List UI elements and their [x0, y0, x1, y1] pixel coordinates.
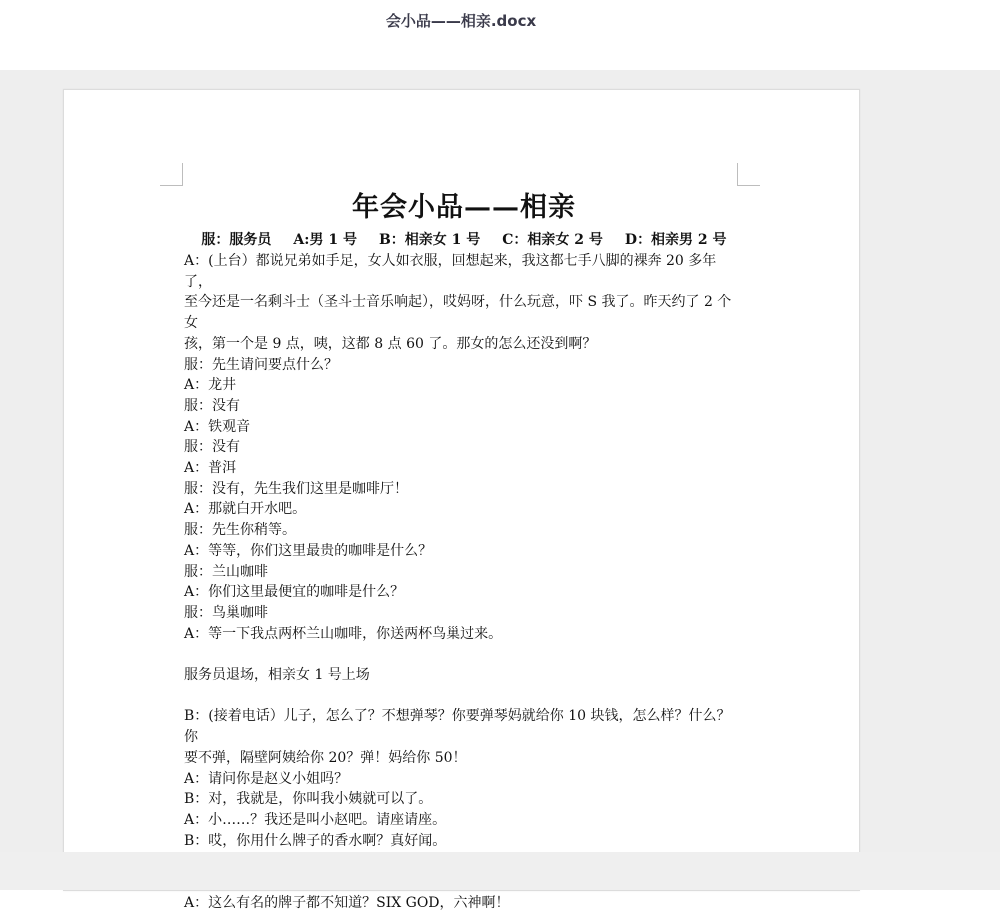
status-bar	[0, 852, 1000, 890]
script-line: 服：先生你稍等。	[184, 522, 296, 539]
document-page[interactable]	[63, 89, 860, 911]
document-workspace[interactable]	[0, 70, 1000, 911]
cast-role: 服：服务员	[201, 232, 272, 248]
script-line: A：小……？我还是叫小赵吧。请座请座。	[184, 811, 447, 828]
script-line: 服：先生请问要点什么？	[184, 356, 338, 373]
script-line: 服：鸟巢咖啡	[184, 604, 268, 621]
cast-role: B：相亲女 1 号	[378, 232, 481, 248]
cast-role: A:男 1 号	[293, 232, 357, 248]
script-line: 服：没有	[184, 397, 240, 414]
cast-role: D：相亲男 2 号	[624, 232, 727, 248]
script-line: B：(接着电话）儿子，怎么了？不想弹琴？你要弹琴妈就给你 10 块钱，怎么样？什么？你	[184, 708, 731, 746]
script-line: 服：没有，先生我们这里是咖啡厅！	[184, 480, 408, 497]
script-line: 要不弹，隔壁阿姨给你 20？弹！妈给你 50！	[184, 749, 467, 766]
script-line: A：那就白开水吧。	[184, 501, 307, 518]
script-line: A：铁观音	[184, 418, 251, 435]
stage-direction: 服务员退场，相亲女 1 号上场	[184, 667, 370, 684]
margin-corner-top-right	[737, 163, 760, 186]
document-title: 年会小品——相亲	[352, 192, 576, 223]
script-line: 服：没有	[184, 439, 240, 456]
script-line: A：(上台）都说兄弟如手足，女人如衣服，回想起来，我这都七手八脚的裸奔 20 多年了，	[184, 253, 717, 290]
script-line: A：这么有名的牌子都不知道？SIX GOD，六神啊！	[184, 894, 510, 911]
script-line: A：你们这里最便宜的咖啡是什么？	[184, 584, 405, 601]
blank-line	[184, 686, 744, 707]
script-line: A：龙井	[184, 377, 237, 394]
cast-role: C：相亲女 2 号	[502, 232, 603, 248]
script-line: 孩，第一个是 9 点，咦，这都 8 点 60 了。那女的怎么还没到啊？	[184, 335, 597, 352]
title-bar	[0, 0, 1000, 70]
cast-list	[184, 230, 744, 250]
margin-corner-top-left	[160, 163, 183, 186]
document-body[interactable]	[184, 186, 744, 913]
script-line: A：请问你是赵义小姐吗？	[184, 770, 349, 787]
blank-line	[184, 644, 744, 665]
document-filename: 会小品——相亲.docx	[385, 12, 537, 30]
script-line: B：哎，你用什么牌子的香水啊？真好闻。	[184, 832, 447, 849]
script-line: A：等等，你们这里最贵的咖啡是什么？	[184, 542, 433, 559]
script-line: 服：兰山咖啡	[184, 563, 268, 580]
script-line: A：等一下我点两杯兰山咖啡，你送两杯鸟巢过来。	[184, 625, 503, 642]
script-line: B：对，我就是，你叫我小姨就可以了。	[184, 791, 433, 808]
script-line: A：普洱	[184, 460, 237, 477]
script-line: 至今还是一名剩斗士（圣斗士音乐响起），哎妈呀，什么玩意，吓 S 我了。昨天约了 2 个女	[184, 294, 732, 332]
